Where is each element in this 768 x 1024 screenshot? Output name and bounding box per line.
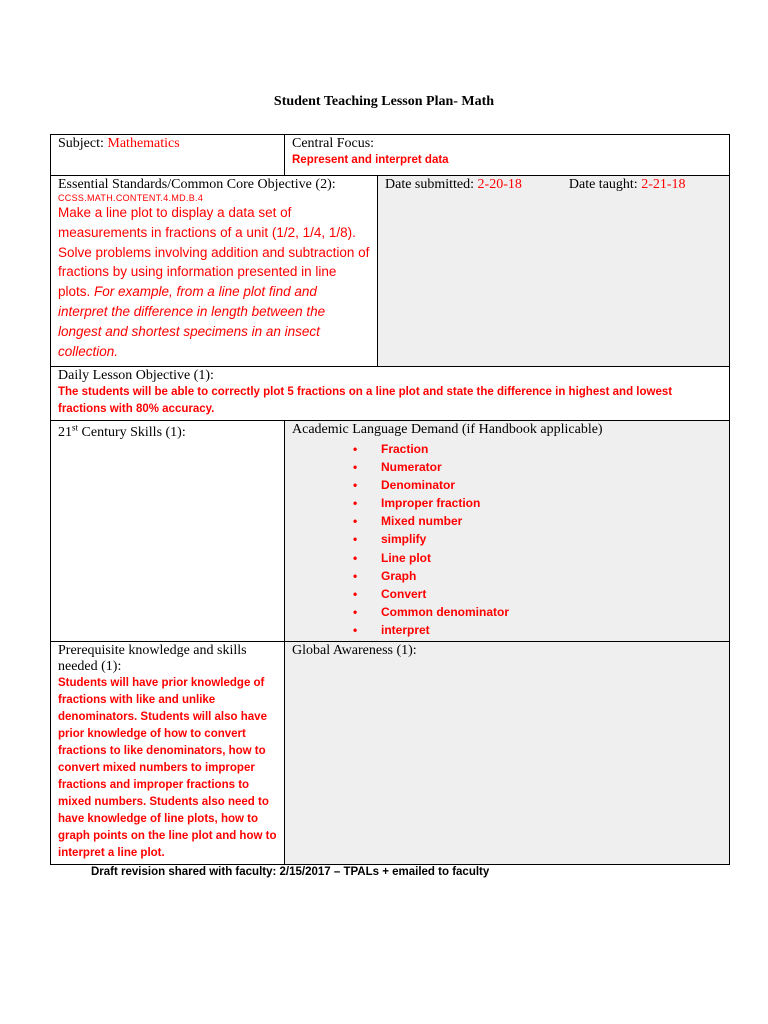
bullet-icon: • xyxy=(353,496,358,511)
bullet-icon: • xyxy=(353,604,358,619)
prerequisite-text: Students will have prior knowledge of fractions with like and unlike denominators. Students will also have prior knowledge of how to convert fractions to like denominators, how to convert mixed numbers to improper fractions and improper fractions to mixed numbers. Students also need to have knowledge of line plots, how to graph points on the line plot and how to interpret a line plot. xyxy=(58,677,277,860)
central-focus-cell xyxy=(285,135,730,176)
vocabulary-item xyxy=(350,476,722,494)
century-skills-label: 21st Century Skills (1): xyxy=(58,422,186,440)
vocabulary-word: Mixed number xyxy=(381,514,463,529)
bullet-icon: • xyxy=(353,460,358,475)
date-submitted-value: 2-20-18 xyxy=(477,177,522,192)
vocabulary-list xyxy=(292,440,722,639)
vocabulary-word: simplify xyxy=(381,532,427,547)
vocabulary-item xyxy=(350,512,722,530)
global-awareness-cell xyxy=(285,642,730,865)
prerequisite-label: Prerequisite knowledge and skills needed (1): xyxy=(58,643,247,675)
bullet-icon: • xyxy=(353,532,358,547)
subject-value: Mathematics xyxy=(107,136,180,151)
vocabulary-item xyxy=(350,621,722,639)
vocabulary-word: Common denominator xyxy=(381,604,509,619)
bullet-icon: • xyxy=(353,514,358,529)
date-submitted-label: Date submitted: xyxy=(385,177,478,192)
bullet-icon: • xyxy=(353,568,358,583)
daily-objective-cell xyxy=(51,367,730,421)
vocabulary-item xyxy=(350,494,722,512)
date-taught-value: 2-21-18 xyxy=(641,177,686,192)
vocabulary-word: Numerator xyxy=(381,460,442,475)
row-subject-focus xyxy=(51,135,730,176)
vocabulary-item xyxy=(350,458,722,476)
daily-objective-label: Daily Lesson Objective (1): xyxy=(58,368,214,383)
row-standards xyxy=(51,176,730,367)
vocabulary-word: Convert xyxy=(381,586,427,601)
subject-cell xyxy=(51,135,285,176)
row-daily-objective xyxy=(51,367,730,421)
vocabulary-item xyxy=(350,567,722,585)
bullet-icon: • xyxy=(353,550,358,565)
prerequisite-cell xyxy=(51,642,285,865)
vocabulary-word: Line plot xyxy=(381,550,431,565)
vocabulary-word: Fraction xyxy=(381,442,429,456)
bullet-icon: • xyxy=(353,622,358,637)
page-title: Student Teaching Lesson Plan- Math xyxy=(273,94,495,109)
vocabulary-word: Denominator xyxy=(381,478,456,493)
vocabulary-item xyxy=(350,549,722,567)
standard-example: For example, from a line plot find and interpret the difference in length between the longest and shortest specimens in an insect collection. xyxy=(58,284,326,359)
vocabulary-item xyxy=(350,603,722,621)
vocabulary-word: interpret xyxy=(381,622,430,637)
vocabulary-word: Improper fraction xyxy=(381,496,481,511)
row-prereq-global xyxy=(51,642,730,865)
row-skills-language xyxy=(51,421,730,642)
lesson-plan-table xyxy=(50,134,730,865)
dates-cell xyxy=(378,176,730,367)
subject-label: Subject: xyxy=(58,136,108,151)
vocabulary-item xyxy=(350,585,722,603)
central-focus-value: Represent and interpret data xyxy=(292,154,449,166)
bullet-icon: • xyxy=(353,442,358,456)
central-focus-label: Central Focus: xyxy=(292,136,375,151)
global-awareness-label: Global Awareness (1): xyxy=(292,643,417,659)
standard-text xyxy=(58,203,370,361)
standards-label: Essential Standards/Common Core Objective (2): xyxy=(58,177,336,192)
revision-note: Draft revision shared with faculty: 2/15/2017 – TPALs + emailed to faculty xyxy=(91,866,490,878)
vocabulary-word: Graph xyxy=(381,568,417,583)
academic-language-label: Academic Language Demand (if Handbook applicable) xyxy=(292,422,603,437)
bullet-icon: • xyxy=(353,586,358,601)
standard-code: CCSS.MATH.CONTENT.4.MD.B.4 xyxy=(58,193,204,203)
vocabulary-item xyxy=(350,530,722,548)
daily-objective-text: The students will be able to correctly plot 5 fractions on a line plot and state the difference in highest and lowest fractions with 80% accuracy. xyxy=(58,386,673,415)
standards-cell xyxy=(51,176,378,367)
date-taught-label: Date taught: xyxy=(568,177,642,192)
academic-language-cell xyxy=(285,421,730,642)
standard-description: Make a line plot to display a data set of measurements in fractions of a unit (1/2, 1/4, 1/8). Solve problems involving addition and subtraction of fractions by using information presented in line plots. xyxy=(58,205,370,300)
century-skills-cell xyxy=(51,421,285,642)
vocabulary-item xyxy=(350,440,722,458)
bullet-icon: • xyxy=(353,478,358,493)
